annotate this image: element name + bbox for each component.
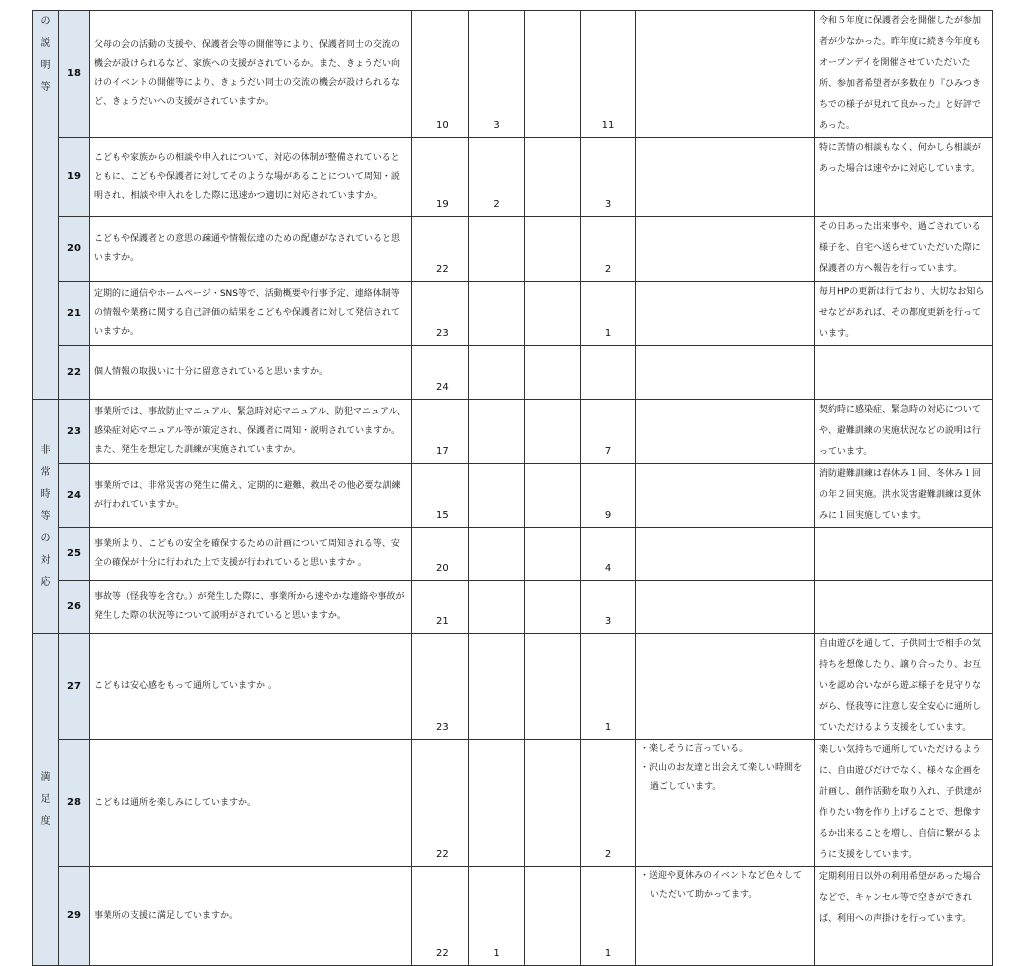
count-no	[525, 581, 581, 634]
count-yes: 22	[412, 740, 469, 867]
question-number: 29	[59, 867, 90, 966]
count-unknown: 4	[581, 528, 636, 581]
question-number: 18	[59, 11, 90, 138]
category-char: 明	[40, 60, 51, 71]
count-neither	[469, 634, 525, 740]
table-row	[33, 138, 993, 217]
count-no	[525, 138, 581, 217]
table-row	[33, 867, 993, 966]
question-number: 28	[59, 740, 90, 867]
comment-line: ・送迎や夏休みのイベントなど色々していただいて助かってます。	[640, 871, 803, 900]
count-unknown: 3	[581, 138, 636, 217]
count-neither	[469, 217, 525, 282]
comment-line: ・沢山のお友達と出会えて楽しい時間を過ごしています。	[640, 763, 803, 792]
category-char: 度	[40, 815, 51, 827]
count-unknown: 1	[581, 634, 636, 740]
count-unknown: 7	[581, 400, 636, 464]
count-no	[525, 11, 581, 138]
table-row	[33, 581, 993, 634]
count-neither	[469, 346, 525, 400]
facility-response: 楽しい気持ちで通所していただけるように、自由遊びだけでなく、様々な企画を計画し、創作活動を取り入れ、子供達が作りたい物を作り上げることで、想像するか出来ることを増し、自信に繋がるように支援をしています。	[815, 740, 993, 867]
table-row	[33, 634, 993, 740]
question-text: 定期的に通信やホームページ・SNS等で、活動概要や行事予定、連絡体制等の情報や業務に関する自己評価の結果をこどもや保護者に対して発信されていますか。	[90, 282, 412, 346]
table-row	[33, 282, 993, 346]
guardian-comments	[636, 464, 815, 528]
count-yes: 15	[412, 464, 469, 528]
guardian-comments	[636, 867, 815, 966]
table-row	[33, 464, 993, 528]
question-text: こどもや保護者との意思の疎通や情報伝達のための配慮がなされていると思いますか。	[90, 217, 412, 282]
facility-response: 特に苦情の相談もなく、何かしら相談があった場合は速やかに対応しています。	[815, 138, 993, 217]
count-no	[525, 528, 581, 581]
count-unknown: 9	[581, 464, 636, 528]
count-yes: 10	[412, 11, 469, 138]
count-unknown: 11	[581, 11, 636, 138]
count-unknown: 3	[581, 581, 636, 634]
survey-table	[32, 10, 993, 966]
question-number: 24	[59, 464, 90, 528]
category-char: 足	[40, 793, 51, 805]
count-yes: 22	[412, 867, 469, 966]
guardian-comments	[636, 634, 815, 740]
category-char: 常	[40, 466, 51, 478]
guardian-comments	[636, 528, 815, 581]
table-row	[33, 740, 993, 867]
count-yes: 17	[412, 400, 469, 464]
count-unknown	[581, 346, 636, 400]
count-no	[525, 282, 581, 346]
facility-response: 契約時に感染症、緊急時の対応についてや、避難訓練の実施状況などの説明は行っています。	[815, 400, 993, 464]
count-neither	[469, 528, 525, 581]
count-unknown: 2	[581, 217, 636, 282]
category-char: 等	[40, 510, 51, 522]
count-neither	[469, 740, 525, 867]
count-neither: 1	[469, 867, 525, 966]
count-neither	[469, 464, 525, 528]
count-yes: 20	[412, 528, 469, 581]
question-number: 19	[59, 138, 90, 217]
category-label	[33, 634, 59, 966]
comment-line: ・楽しそうに言っている。	[640, 744, 749, 754]
count-yes: 23	[412, 282, 469, 346]
count-neither	[469, 400, 525, 464]
table-row	[33, 11, 993, 138]
count-neither	[469, 282, 525, 346]
count-neither	[469, 581, 525, 634]
question-text: 事故等（怪我等を含む。）が発生した際に、事業所から速やかな連絡や事故が発生した際の状況等について説明がされていると思いますか。	[90, 581, 412, 634]
count-yes: 22	[412, 217, 469, 282]
survey-table-body	[33, 11, 993, 966]
guardian-comments	[636, 400, 815, 464]
facility-response: その日あった出来事や、過ごされている様子を、自宅へ送らせていただいた際に保護者の方へ報告を行っています。	[815, 217, 993, 282]
count-unknown: 1	[581, 867, 636, 966]
table-row	[33, 217, 993, 282]
guardian-comments	[636, 138, 815, 217]
question-text: こどもは通所を楽しみにしていますか。	[90, 740, 412, 867]
category-label	[33, 400, 59, 634]
count-yes: 24	[412, 346, 469, 400]
category-char: 応	[40, 576, 51, 588]
category-char: 説	[40, 38, 51, 49]
count-no	[525, 346, 581, 400]
question-text: 事業所では、事故防止マニュアル、緊急時対応マニュアル、防犯マニュアル、感染症対応マニュアル等が策定され、保護者に周知・説明されていますか。また、発生を想定した訓練が実施されていますか。	[90, 400, 412, 464]
question-number: 27	[59, 634, 90, 740]
category-char: 時	[40, 488, 51, 500]
question-text: 事業所より、こどもの安全を確保するための計画について周知される等、安全の確保が十分に行われた上で支援が行われていると思いますか 。	[90, 528, 412, 581]
guardian-comments	[636, 217, 815, 282]
guardian-comments	[636, 282, 815, 346]
question-text: こどもや家族からの相談や申入れについて、対応の体制が整備されているとともに、こどもや保護者に対してそのような場があることについて周知・説明され、相談や申入れをした際に迅速かつ適切に対応されていますか。	[90, 138, 412, 217]
category-char: 等	[40, 82, 51, 93]
count-yes: 19	[412, 138, 469, 217]
question-text: 事業所では、非常災害の発生に備え、定期的に避難、救出その他必要な訓練が行われていますか。	[90, 464, 412, 528]
table-row	[33, 528, 993, 581]
facility-response: 令和５年度に保護者会を開催したが参加者が少なかった。昨年度に続き今年度もオープンデイを開催させていただいた所、参加者希望者が多数在り『ひみつきちでの様子が見れて良かった』と好評であった。	[815, 11, 993, 138]
count-no	[525, 867, 581, 966]
question-text: こどもは安心感をもって通所していますか 。	[90, 634, 412, 740]
category-char: 満	[40, 771, 51, 783]
guardian-comments	[636, 740, 815, 867]
question-text: 個人情報の取扱いに十分に留意されていると思いますか。	[90, 346, 412, 400]
question-number: 23	[59, 400, 90, 464]
guardian-comments	[636, 11, 815, 138]
count-neither: 2	[469, 138, 525, 217]
facility-response: 定期利用日以外の利用希望があった場合などで、キャンセル等で空きができれば、利用への声掛けを行っています。	[815, 867, 993, 966]
count-no	[525, 400, 581, 464]
count-neither: 3	[469, 11, 525, 138]
facility-response: 毎月HPの更新は行ており、大切なお知らせなどがあれば、その都度更新を行っています。	[815, 282, 993, 346]
category-char: の	[40, 16, 51, 27]
facility-response: 自由遊びを通して、子供同士で相手の気持ちを想像したり、譲り合ったり、お互いを認め合いながら遊ぶ様子を見守りながら、怪我等に注意し安全安心に通所していただけるよう支援をしています。	[815, 634, 993, 740]
count-unknown: 2	[581, 740, 636, 867]
question-number: 20	[59, 217, 90, 282]
count-no	[525, 217, 581, 282]
count-unknown: 1	[581, 282, 636, 346]
category-label	[33, 11, 59, 400]
facility-response: 消防避難訓練は春休み１回、冬休み１回の年２回実施。洪水災害避難訓練は夏休みに１回実施しています。	[815, 464, 993, 528]
category-char: の	[40, 532, 51, 544]
category-char: 対	[40, 554, 51, 566]
question-number: 21	[59, 282, 90, 346]
question-number: 26	[59, 581, 90, 634]
count-no	[525, 634, 581, 740]
count-no	[525, 740, 581, 867]
count-yes: 23	[412, 634, 469, 740]
facility-response	[815, 581, 993, 634]
guardian-comments	[636, 346, 815, 400]
table-row	[33, 346, 993, 400]
question-text: 事業所の支援に満足していますか。	[90, 867, 412, 966]
count-yes: 21	[412, 581, 469, 634]
question-number: 25	[59, 528, 90, 581]
category-char: 非	[40, 444, 51, 456]
table-row	[33, 400, 993, 464]
question-text: 父母の会の活動の支援や、保護者会等の開催等により、保護者同士の交流の機会が設けられるなど、家族への支援がされているか。また、きょうだい向けのイベントの開催等により、きょうだい同士の交流の機会が設けられるなど、きょうだいへの支援がされていますか。	[90, 11, 412, 138]
count-no	[525, 464, 581, 528]
facility-response	[815, 346, 993, 400]
guardian-comments	[636, 581, 815, 634]
question-number: 22	[59, 346, 90, 400]
facility-response	[815, 528, 993, 581]
